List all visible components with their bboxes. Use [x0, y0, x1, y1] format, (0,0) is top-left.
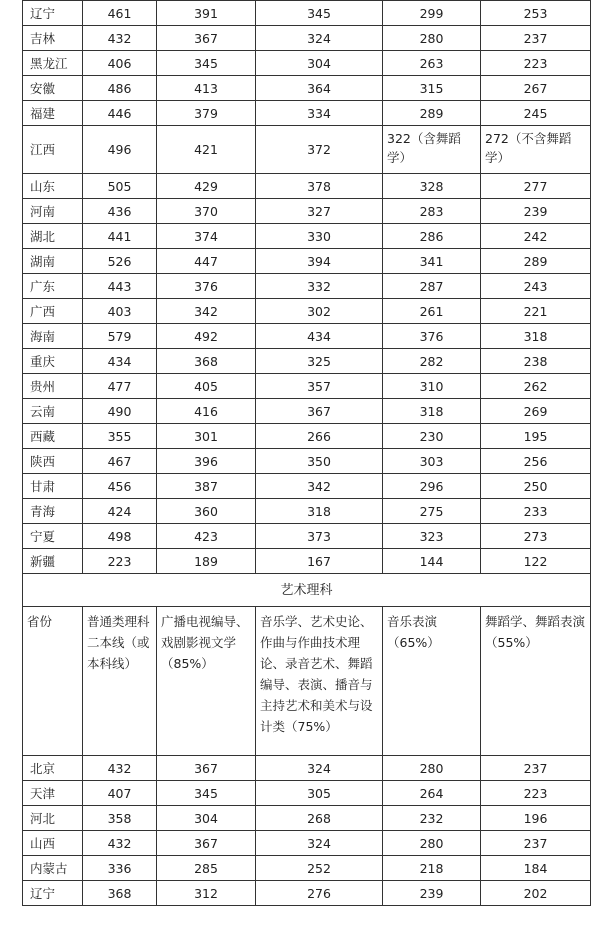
score-cell: 443 — [83, 274, 157, 299]
table-row — [23, 349, 591, 374]
score-cell: 237 — [481, 26, 591, 51]
score-cell: 370 — [157, 199, 256, 224]
score-cell: 421 — [157, 126, 256, 174]
score-cell: 302 — [256, 299, 383, 324]
score-cell: 378 — [256, 174, 383, 199]
score-cell: 221 — [481, 299, 591, 324]
table-row — [23, 781, 591, 806]
score-cell: 230 — [383, 424, 481, 449]
score-cell: 299 — [383, 1, 481, 26]
score-cell: 367 — [157, 831, 256, 856]
table-row — [23, 474, 591, 499]
score-cell: 238 — [481, 349, 591, 374]
section-title-row — [23, 574, 591, 607]
score-cell: 328 — [383, 174, 481, 199]
score-cell: 379 — [157, 101, 256, 126]
score-cell: 341 — [383, 249, 481, 274]
score-cell: 372 — [256, 126, 383, 174]
table-row — [23, 399, 591, 424]
score-cell: 301 — [157, 424, 256, 449]
score-cell: 391 — [157, 1, 256, 26]
province-cell: 广西 — [23, 299, 83, 324]
score-cell: 223 — [481, 51, 591, 76]
score-cell: 432 — [83, 756, 157, 781]
score-cell: 232 — [383, 806, 481, 831]
score-cell: 280 — [383, 756, 481, 781]
score-cell: 189 — [157, 549, 256, 574]
score-cell: 318 — [256, 499, 383, 524]
table-row — [23, 499, 591, 524]
score-cell: 264 — [383, 781, 481, 806]
province-cell: 云南 — [23, 399, 83, 424]
province-cell: 西藏 — [23, 424, 83, 449]
score-cell: 263 — [383, 51, 481, 76]
score-cell: 196 — [481, 806, 591, 831]
header-col-1: 普通类理科二本线（或本科线） — [83, 607, 157, 756]
table-row — [23, 374, 591, 399]
province-cell: 山西 — [23, 831, 83, 856]
score-cell: 233 — [481, 499, 591, 524]
score-cell: 324 — [256, 26, 383, 51]
score-cell: 436 — [83, 199, 157, 224]
score-cell: 250 — [481, 474, 591, 499]
score-cell: 374 — [157, 224, 256, 249]
score-cell: 416 — [157, 399, 256, 424]
score-cell: 289 — [481, 249, 591, 274]
score-cell: 315 — [383, 76, 481, 101]
score-cell: 424 — [83, 499, 157, 524]
score-cell: 332 — [256, 274, 383, 299]
score-cell: 296 — [383, 474, 481, 499]
score-cell: 223 — [83, 549, 157, 574]
province-cell: 江西 — [23, 126, 83, 174]
score-cell: 367 — [157, 26, 256, 51]
score-cell: 286 — [383, 224, 481, 249]
province-cell: 北京 — [23, 756, 83, 781]
table-row — [23, 299, 591, 324]
score-cell: 272（不含舞蹈学） — [481, 126, 591, 174]
score-cell: 434 — [256, 324, 383, 349]
header-col-5: 舞蹈学、舞蹈表演（55%） — [481, 607, 591, 756]
table-row — [23, 524, 591, 549]
score-cell: 275 — [383, 499, 481, 524]
province-cell: 海南 — [23, 324, 83, 349]
score-cell: 242 — [481, 224, 591, 249]
score-cell: 486 — [83, 76, 157, 101]
score-cell: 267 — [481, 76, 591, 101]
table-row — [23, 449, 591, 474]
section-title: 艺术理科 — [23, 574, 591, 607]
score-cell: 368 — [83, 881, 157, 906]
score-cell: 490 — [83, 399, 157, 424]
province-cell: 广东 — [23, 274, 83, 299]
score-cell: 239 — [383, 881, 481, 906]
score-cell: 467 — [83, 449, 157, 474]
province-cell: 重庆 — [23, 349, 83, 374]
score-cell: 268 — [256, 806, 383, 831]
province-cell: 陕西 — [23, 449, 83, 474]
score-table — [22, 0, 591, 906]
score-cell: 441 — [83, 224, 157, 249]
score-cell: 280 — [383, 831, 481, 856]
score-cell: 498 — [83, 524, 157, 549]
score-cell: 423 — [157, 524, 256, 549]
score-cell: 223 — [481, 781, 591, 806]
score-cell: 461 — [83, 1, 157, 26]
header-row — [23, 607, 591, 756]
province-cell: 宁夏 — [23, 524, 83, 549]
score-cell: 253 — [481, 1, 591, 26]
score-cell: 429 — [157, 174, 256, 199]
score-cell: 387 — [157, 474, 256, 499]
table-row — [23, 274, 591, 299]
header-province: 省份 — [23, 607, 83, 756]
province-cell: 安徽 — [23, 76, 83, 101]
score-cell: 318 — [481, 324, 591, 349]
score-cell: 373 — [256, 524, 383, 549]
table-row — [23, 51, 591, 76]
score-cell: 364 — [256, 76, 383, 101]
score-cell: 252 — [256, 856, 383, 881]
score-cell: 304 — [157, 806, 256, 831]
table-row — [23, 249, 591, 274]
header-col-3: 音乐学、艺术史论、作曲与作曲技术理论、录音艺术、舞蹈编导、表演、播音与主持艺术和美术与设计类（75%） — [256, 607, 383, 756]
score-cell: 239 — [481, 199, 591, 224]
score-cell: 323 — [383, 524, 481, 549]
score-cell: 368 — [157, 349, 256, 374]
province-cell: 内蒙古 — [23, 856, 83, 881]
score-cell: 283 — [383, 199, 481, 224]
table-row — [23, 324, 591, 349]
table-row — [23, 126, 591, 174]
score-cell: 446 — [83, 101, 157, 126]
score-cell: 376 — [383, 324, 481, 349]
province-cell: 黑龙江 — [23, 51, 83, 76]
section-body — [23, 574, 591, 756]
province-cell: 湖北 — [23, 224, 83, 249]
score-cell: 325 — [256, 349, 383, 374]
score-cell: 184 — [481, 856, 591, 881]
score-cell: 345 — [157, 51, 256, 76]
score-cell: 237 — [481, 756, 591, 781]
score-cell: 432 — [83, 831, 157, 856]
table-row — [23, 224, 591, 249]
score-cell: 304 — [256, 51, 383, 76]
score-cell: 447 — [157, 249, 256, 274]
score-cell: 245 — [481, 101, 591, 126]
score-cell: 144 — [383, 549, 481, 574]
score-cell: 322（含舞蹈学） — [383, 126, 481, 174]
score-cell: 122 — [481, 549, 591, 574]
score-cell: 243 — [481, 274, 591, 299]
score-cell: 303 — [383, 449, 481, 474]
score-cell: 403 — [83, 299, 157, 324]
province-cell: 吉林 — [23, 26, 83, 51]
table-row — [23, 806, 591, 831]
score-cell: 342 — [256, 474, 383, 499]
score-cell: 334 — [256, 101, 383, 126]
table-row — [23, 101, 591, 126]
score-cell: 287 — [383, 274, 481, 299]
score-cell: 492 — [157, 324, 256, 349]
score-cell: 312 — [157, 881, 256, 906]
table-row — [23, 756, 591, 781]
score-cell: 579 — [83, 324, 157, 349]
score-cell: 202 — [481, 881, 591, 906]
province-cell: 河北 — [23, 806, 83, 831]
header-col-4: 音乐表演（65%） — [383, 607, 481, 756]
score-cell: 237 — [481, 831, 591, 856]
score-cell: 345 — [157, 781, 256, 806]
score-cell: 273 — [481, 524, 591, 549]
province-cell: 甘肃 — [23, 474, 83, 499]
score-cell: 407 — [83, 781, 157, 806]
score-cell: 330 — [256, 224, 383, 249]
score-cell: 285 — [157, 856, 256, 881]
table-row — [23, 199, 591, 224]
table-row — [23, 174, 591, 199]
score-cell: 318 — [383, 399, 481, 424]
score-cell: 357 — [256, 374, 383, 399]
score-cell: 505 — [83, 174, 157, 199]
score-cell: 360 — [157, 499, 256, 524]
score-cell: 413 — [157, 76, 256, 101]
province-cell: 河南 — [23, 199, 83, 224]
score-cell: 496 — [83, 126, 157, 174]
score-cell: 345 — [256, 1, 383, 26]
score-cell: 324 — [256, 756, 383, 781]
score-cell: 406 — [83, 51, 157, 76]
score-cell: 367 — [157, 756, 256, 781]
score-cell: 456 — [83, 474, 157, 499]
province-cell: 福建 — [23, 101, 83, 126]
score-cell: 355 — [83, 424, 157, 449]
score-cell: 277 — [481, 174, 591, 199]
score-cell: 289 — [383, 101, 481, 126]
score-cell: 262 — [481, 374, 591, 399]
province-cell: 辽宁 — [23, 1, 83, 26]
score-cell: 310 — [383, 374, 481, 399]
table-row — [23, 856, 591, 881]
score-cell: 350 — [256, 449, 383, 474]
score-cell: 396 — [157, 449, 256, 474]
score-cell: 342 — [157, 299, 256, 324]
province-cell: 天津 — [23, 781, 83, 806]
score-cell: 327 — [256, 199, 383, 224]
table-row — [23, 881, 591, 906]
province-cell: 辽宁 — [23, 881, 83, 906]
table-row — [23, 76, 591, 101]
score-cell: 269 — [481, 399, 591, 424]
table-row — [23, 26, 591, 51]
score-cell: 282 — [383, 349, 481, 374]
table-bottom-body — [23, 756, 591, 906]
header-col-2: 广播电视编导、戏剧影视文学（85%） — [157, 607, 256, 756]
score-cell: 336 — [83, 856, 157, 881]
province-cell: 湖南 — [23, 249, 83, 274]
score-cell: 195 — [481, 424, 591, 449]
province-cell: 青海 — [23, 499, 83, 524]
score-cell: 432 — [83, 26, 157, 51]
table-top-body — [23, 1, 591, 574]
score-cell: 276 — [256, 881, 383, 906]
score-cell: 434 — [83, 349, 157, 374]
score-cell: 477 — [83, 374, 157, 399]
score-cell: 394 — [256, 249, 383, 274]
table-row — [23, 831, 591, 856]
score-cell: 280 — [383, 26, 481, 51]
score-cell: 256 — [481, 449, 591, 474]
score-cell: 324 — [256, 831, 383, 856]
score-cell: 261 — [383, 299, 481, 324]
score-cell: 305 — [256, 781, 383, 806]
province-cell: 贵州 — [23, 374, 83, 399]
score-cell: 358 — [83, 806, 157, 831]
score-cell: 405 — [157, 374, 256, 399]
score-cell: 376 — [157, 274, 256, 299]
table-row — [23, 1, 591, 26]
province-cell: 山东 — [23, 174, 83, 199]
score-cell: 526 — [83, 249, 157, 274]
province-cell: 新疆 — [23, 549, 83, 574]
table-row — [23, 549, 591, 574]
score-cell: 266 — [256, 424, 383, 449]
table-row — [23, 424, 591, 449]
score-cell: 218 — [383, 856, 481, 881]
score-cell: 167 — [256, 549, 383, 574]
score-cell: 367 — [256, 399, 383, 424]
